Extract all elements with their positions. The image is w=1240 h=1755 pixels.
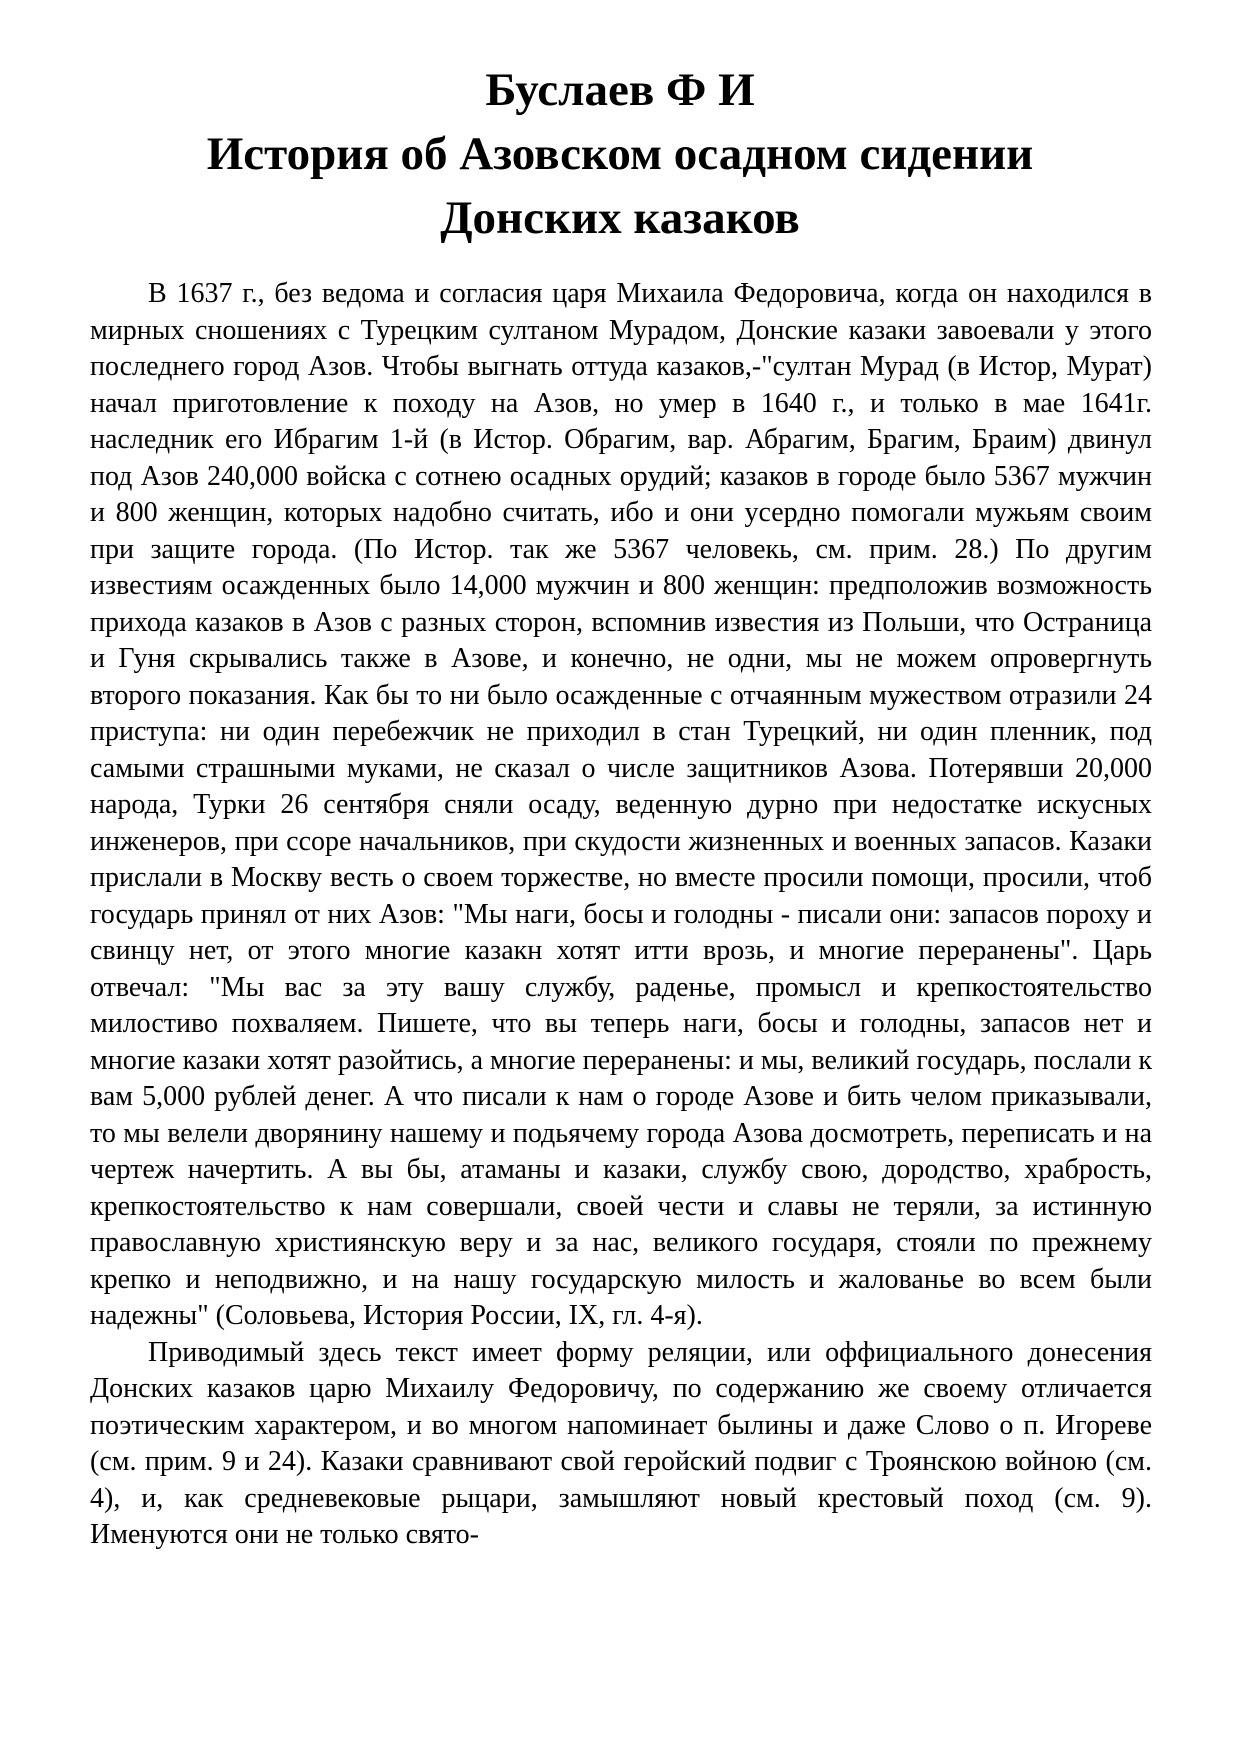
document-body bbox=[90, 276, 1152, 1554]
title-subtitle: Донских казаков bbox=[440, 192, 800, 244]
document-title bbox=[90, 58, 1150, 250]
title-author: Буслаев Ф И bbox=[485, 64, 755, 116]
title-main: История об Азовском осадном сидении bbox=[206, 128, 1034, 180]
paragraph-1: В 1637 г., без ведома и согласия царя Михаила Федоровича, когда он находился в мирных сношениях с Турецким султаном Мурадом, Донские казаки завоевали у этого последнего город Азов. Чтобы выгнать оттуда казаков,-"султан Мурад (в Истор, Мурат) начал приготовление к походу на Азов, но умер в 1640 г., и только в мае 1641г. наследник его Ибрагим 1-й (в Истор. Обрагим, вар. Абрагим, Брагим, Браим) двинул под Азов 240,000 войска с сотнею осадных орудий; казаков в городе было 5367 мужчин и 800 женщин, которых надобно считать, ибо и они усердно помогали мужьям своим при защите города. (По Истор. так же 5367 человекь, см. прим. 28.) По другим известиям осажденных было 14,000 мужчин и 800 женщин: предположив возможность прихода казаков в Азов с разных сторон, вспомнив известия из Польши, что Остраница и Гуня скрывались также в Азове, и конечно, не одни, мы не можем опровергнуть второго показания. Как бы то ни было осажденные с отчаянным мужеством отразили 24 приступа: ни один перебежчик не приходил в стан Турецкий, ни один пленник, под самыми страшными муками, не сказал о числе защитников Азова. Потерявши 20,000 народа, Турки 26 сентября сняли осаду, веденную дурно при недостатке искусных инженеров, при ссоре начальников, при скудости жизненных и военных запасов. Казаки прислали в Москву весть о своем торжестве, но вместе просили помощи, просили, чтоб государь принял от них Азов: "Мы наги, босы и голодны - писали они: запасов пороху и свинцу нет, от этого многие казакн хотят итти врозь, и многие переранены". Царь отвечал: "Мы вас за эту вашу службу, раденье, промысл и крепкостоятельство милостиво похваляем. Пишете, что вы теперь наги, босы и голодны, запасов нет и многие казаки хотят разойтись, а многие переранены: и мы, великий государь, послали к вам 5,000 рублей денег. А что писали к нам о городе Азове и бить челом приказывали, то мы велели дворянину нашему и подьячему города Азова досмотреть, переписать и на чертеж начертить. А вы бы, атаманы и казаки, службу свою, дородство, храбрость, крепкостоятельство к нам совершали, своей чести и славы не теряли, за истинную православную християнскую веру и за нас, великого государя, стояли по прежнему крепко и неподвижно, и на нашу государскую милость и жалованье во всем были надежны" (Соловьева, История России, IX, гл. 4-я). bbox=[90, 278, 1152, 1331]
paragraph-2: Приводимый здесь текст имеет форму реляции, или оффициального донесения Донских казаков царю Михаилу Федоровичу, по содержанию же своему отличается поэтическим характером, и во многом напоминает былины и даже Слово о п. Игореве (см. прим. 9 и 24). Казаки сравнивают свой геройский подвиг с Троянскою войною (см. 4), и, как средневековые рыцари, замышляют новый крестовый поход (см. 9). Именуются они не только свято- bbox=[90, 1336, 1152, 1550]
